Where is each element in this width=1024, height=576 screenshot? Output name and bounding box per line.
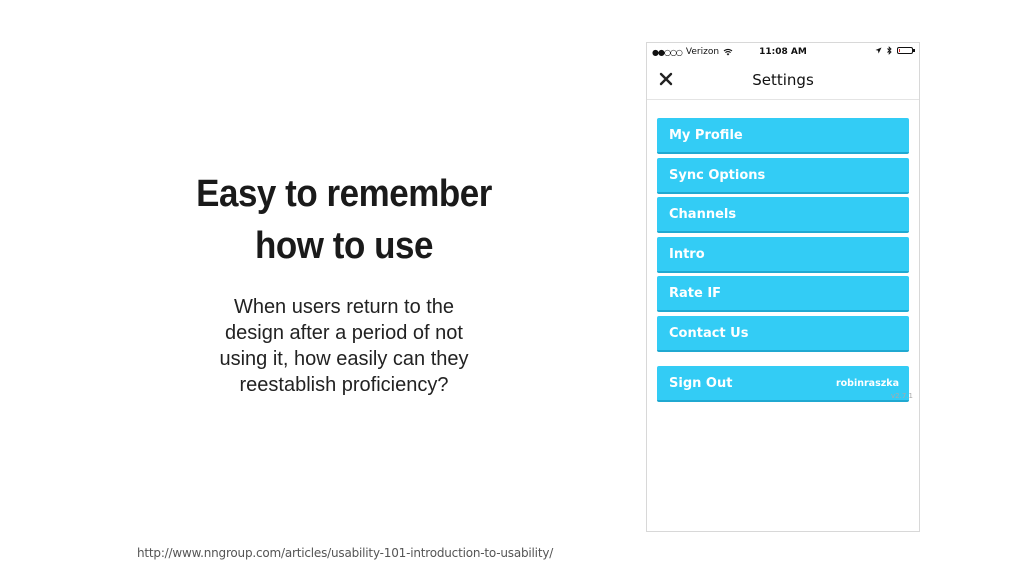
bluetooth-icon (887, 46, 892, 55)
menu-item-channels[interactable] (657, 197, 909, 233)
body-line-3: using it, how easily can they (219, 348, 469, 370)
menu-item-intro[interactable] (657, 237, 909, 273)
body-line-4: reestablish proficiency? (239, 374, 449, 396)
settings-menu (647, 100, 919, 402)
headline-line-2: how to use (255, 225, 433, 267)
menu-item-label: Intro (669, 246, 705, 262)
body-line-2: design after a period of not (225, 322, 463, 344)
menu-item-contact-us[interactable] (657, 316, 909, 352)
signed-in-username: robinraszka (835, 377, 899, 389)
menu-item-rate-if[interactable] (657, 276, 909, 312)
status-bar (647, 43, 919, 61)
body-line-1: When users return to the (233, 296, 455, 318)
menu-item-my-profile[interactable] (657, 118, 909, 154)
menu-item-label: Rate IF (669, 286, 722, 301)
carrier-name: Verizon (685, 47, 720, 57)
menu-item-label: Sync Options (669, 167, 766, 183)
location-arrow-icon (875, 47, 882, 54)
slide-headline (175, 168, 514, 272)
source-url: http://www.nngroup.com/articles/usability-101-introduction-to-usability/ (137, 546, 554, 560)
menu-item-sync-options[interactable] (657, 158, 909, 194)
status-right (875, 46, 913, 55)
menu-item-label: Channels (669, 207, 737, 222)
menu-item-label: My Profile (669, 128, 743, 143)
nav-bar (647, 61, 919, 100)
sign-out-label: Sign Out (669, 375, 733, 391)
battery-icon (897, 47, 913, 54)
status-time: 11:08 AM (759, 47, 807, 57)
phone-screenshot (646, 42, 920, 532)
menu-item-label: Contact Us (669, 325, 749, 341)
sign-out-button[interactable] (657, 366, 909, 402)
app-version: v2.7.1 (891, 392, 913, 400)
slide-body (194, 294, 494, 398)
battery-level (899, 49, 900, 52)
nav-title: Settings (752, 71, 814, 89)
slide-text-block (160, 168, 528, 398)
headline-line-1: Easy to remember (196, 173, 492, 215)
signal-strength-icon: ●●○○○ (652, 47, 682, 57)
